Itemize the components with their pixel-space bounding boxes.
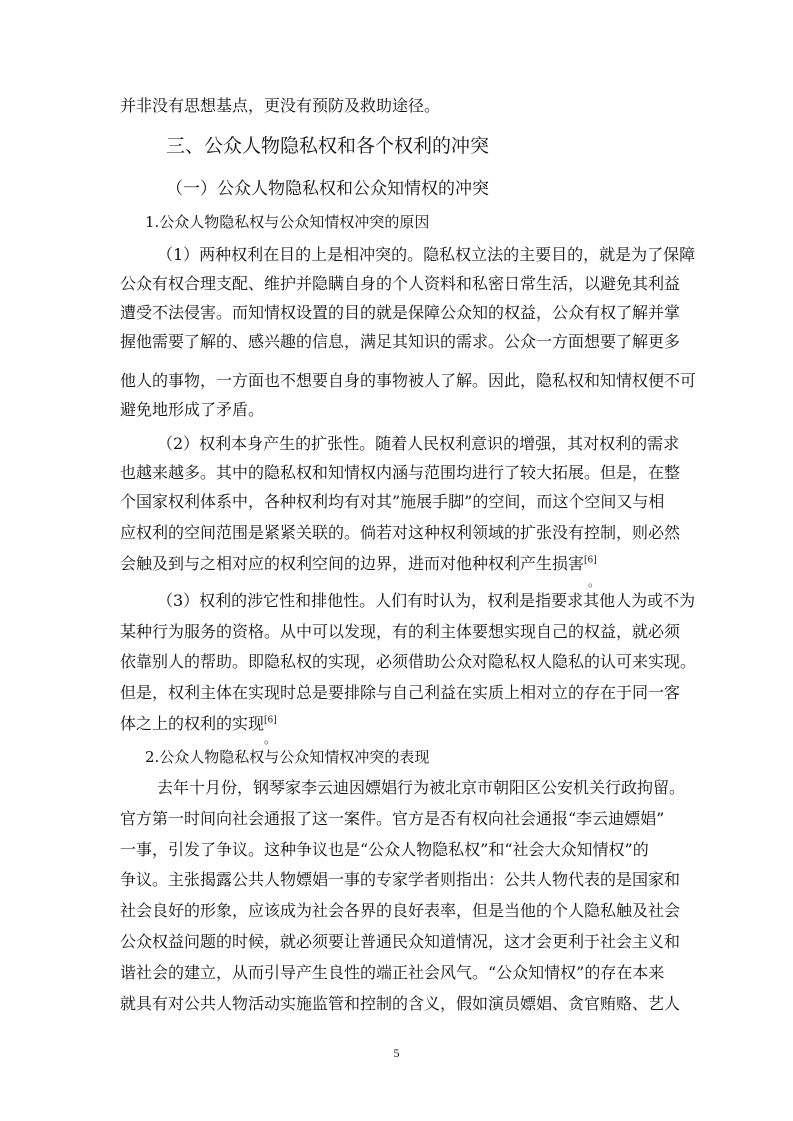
paragraph-line: 也越来越多。其中的隐私权和知情权内涵与范围均进行了较大拓展。但是，在整 bbox=[120, 463, 681, 482]
citation-period: 。 bbox=[588, 575, 601, 589]
paragraph-line: 争议。主张揭露公共人物嫖娼一事的专家学者则指出：公共人物代表的是国家和 bbox=[120, 870, 681, 889]
paragraph-line: 某种行为服务的资格。从中可以发现，有的利主体要想实现自己的权益，就必须 bbox=[120, 622, 681, 641]
citation-period: 。 bbox=[264, 732, 277, 746]
paragraph-line: 遭受不法侵害。而知情权设置的目的就是保障公众知的权益，公众有权了解并掌 bbox=[120, 303, 681, 322]
paragraph-line: 避免地形成了矛盾。 bbox=[120, 400, 265, 419]
paragraph-line: 握他需要了解的、感兴趣的信息，满足其知识的需求。公众一方面想要了解更多 bbox=[120, 332, 681, 351]
paragraph-line: 应权利的空间范围是紧紧关联的。倘若对这种权利领域的扩张没有控制，则必然 bbox=[120, 523, 681, 542]
paragraph-line: （1）两种权利在目的上是相冲突的。隐私权立法的主要目的，就是为了保障 bbox=[157, 245, 696, 264]
paragraph-line: 社会良好的形象，应该成为社会各界的良好表率，但是当他的个人隐私触及社会 bbox=[120, 901, 681, 920]
paragraph-line: 但是，权利主体在实现时总是要排除与自己利益在实质上相对立的存在于同一客 bbox=[120, 683, 681, 702]
subsection-heading: （一）公众人物隐私权和公众知情权的冲突 bbox=[166, 179, 489, 199]
paragraph-line: 就具有对公共人物活动实施监管和控制的含义，假如演员嫖娼、贪官贿赂、艺人 bbox=[120, 994, 681, 1013]
text-line: 并非没有思想基点，更没有预防及救助途径。 bbox=[120, 96, 441, 115]
paragraph-line: 谐社会的建立，从而引导产生良性的端正社会风气。“公众知情权”的存在本来 bbox=[120, 963, 665, 982]
citation-mark: [6] bbox=[584, 555, 597, 566]
subsubsection-heading: 2.公众人物隐私权与公众知情权冲突的表现 bbox=[145, 748, 430, 766]
paragraph-line: （3）权利的涉它性和排他性。人们有时认为，权利是指要求其他人为或不为 bbox=[157, 591, 696, 610]
paragraph-line bbox=[120, 714, 277, 734]
paragraph-text: 会触及到与之相对应的权利空间的边界，进而对他种权利产生损害 bbox=[120, 554, 585, 573]
paragraph-line: 依靠别人的帮助。即隐私权的实现，必须借助公众对隐私权人隐私的认可来实现。 bbox=[120, 652, 697, 671]
paragraph-line: 他人的事物，一方面也不想要自身的事物被人了解。因此，隐私权和知情权便不可 bbox=[120, 371, 697, 390]
paragraph-text: 体之上的权利的实现 bbox=[120, 714, 265, 733]
paragraph-line: 去年十月份，钢琴家李云迪因嫖娼行为被北京市朝阳区公安机关行政拘留。 bbox=[157, 778, 686, 797]
section-heading: 三、公众人物隐私权和各个权利的冲突 bbox=[166, 135, 490, 157]
paragraph-line: 公众权益问题的时候，就必须要让普通民众知道情况，这才会更利于社会主义和 bbox=[120, 932, 681, 951]
paragraph-line: 官方第一时间向社会通报了这一案件。官方是否有权向社会通报“李云迪嫖娼” bbox=[120, 809, 665, 828]
paragraph-line: 一事，引发了争议。这种争议也是“公众人物隐私权”和“社会大众知情权”的 bbox=[120, 840, 649, 859]
paragraph-line: 公众有权合理支配、维护并隐瞒自身的个人资料和私密日常生活，以避免其利益 bbox=[120, 274, 681, 293]
subsubsection-heading: 1.公众人物隐私权与公众知情权冲突的原因 bbox=[145, 213, 430, 231]
page-number: 5 bbox=[393, 1046, 400, 1060]
paragraph-line: 个国家权利体系中，各种权利均有对其”施展手脚”的空间，而这个空间又与相 bbox=[120, 492, 665, 511]
citation-mark: [6] bbox=[264, 715, 277, 726]
paragraph-line bbox=[120, 554, 597, 574]
paragraph-line: （2）权利本身产生的扩张性。随着人民权利意识的增强，其对权利的需求 bbox=[157, 434, 680, 453]
